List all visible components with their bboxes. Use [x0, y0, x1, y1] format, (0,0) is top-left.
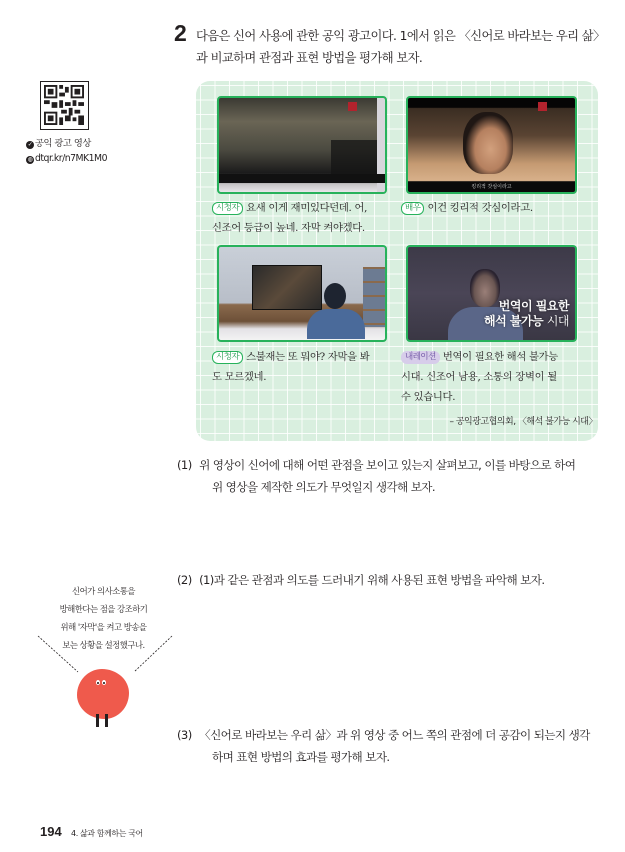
video-subtitle: 킹리적 갓심이라고	[471, 184, 512, 190]
qr-code-icon	[44, 85, 84, 125]
character-mascot	[77, 669, 129, 719]
bookshelf	[363, 267, 385, 327]
qr-label	[26, 136, 107, 166]
dialogue-4: 내레이션 번역이 필요한 해석 불가능 시대. 신조어 남용, 소통의 장벽이 될 수 있습니다.	[401, 351, 558, 403]
video-still-3	[217, 245, 387, 342]
eye-icon	[96, 680, 100, 685]
sub-question-1: (1) 위 영상이 신어에 대해 어떤 관점을 보이고 있는지 살펴보고, 이를 바탕으로 하여 위 영상을 제작한 의도가 무엇일지 생각해 보자.	[177, 458, 576, 494]
qr-title: 공익 광고 영상	[35, 138, 91, 149]
tv-screen	[252, 265, 322, 310]
viewer-head	[324, 283, 346, 309]
sub-question-3: (3) 〈신어로 바라보는 우리 삶〉과 위 영상 중 어느 쪽의 관점에 더 공감이 되는지 생각 하며 표현 방법의 효과를 평가해 보자.	[177, 728, 590, 764]
video-caption: 번역이 필요한 해석 불가능 시대	[483, 299, 569, 328]
speaker-tag: 배우	[401, 202, 424, 215]
question-number: 2	[174, 20, 187, 46]
dialogue-2: 배우 이건 킹리적 갓심이라고.	[401, 198, 591, 218]
actor-figure	[463, 112, 513, 174]
rating-badge-icon	[348, 102, 357, 111]
speaker-tag: 내레이션	[401, 351, 440, 364]
question-text-line2: 과 비교하며 관점과 표현 방법을 평가해 보자.	[196, 51, 423, 65]
check-circle-icon: ✓	[27, 141, 33, 148]
character-leg	[96, 714, 99, 727]
question-text	[196, 25, 611, 69]
speaker-tag: 시청자	[212, 351, 243, 364]
sub-question-2: (2) (1)과 같은 관점과 의도를 드러내기 위해 사용된 표현 방법을 파악해 보자.	[177, 573, 545, 587]
character-speech: 신어가 의사소통을 방해한다는 점을 강조하기 위해 '자막'을 켜고 방송을 보는 상황을 설정했구나.	[59, 586, 148, 650]
video-still-2	[406, 96, 577, 194]
eye-icon	[102, 680, 106, 685]
speaker-tag: 시청자	[212, 202, 243, 215]
qr-code[interactable]	[40, 81, 89, 130]
globe-icon: ◍	[27, 156, 33, 163]
dialogue-3: 시청자 스불재는 또 뭐야? 자막을 봐 도 모르겠네.	[212, 351, 370, 383]
video-still-4	[406, 245, 577, 342]
question-text-line1: 다음은 신어 사용에 관한 공익 광고이다. 1에서 읽은 〈신어로 바라보는 우리 삶〉	[196, 29, 605, 43]
rating-badge-icon	[538, 102, 547, 111]
page-number: 194	[40, 824, 62, 839]
video-still-1	[217, 96, 387, 194]
viewer-body	[307, 309, 365, 339]
tv-bezel	[219, 174, 385, 183]
qr-url[interactable]: dtqr.kr/n7MK1M0	[35, 153, 107, 164]
chapter-title: 4. 삶과 함께하는 국어	[71, 829, 143, 838]
tv-menu-overlay	[331, 140, 377, 174]
character-leg	[105, 714, 108, 727]
dialogue-1: 시청자 요새 이게 재미있다던데. 어, 신조어 등급이 높네. 자막 켜야겠다.	[212, 202, 368, 234]
source-citation: – 공익광고협의회, 〈해석 불가능 시대〉	[449, 417, 597, 427]
